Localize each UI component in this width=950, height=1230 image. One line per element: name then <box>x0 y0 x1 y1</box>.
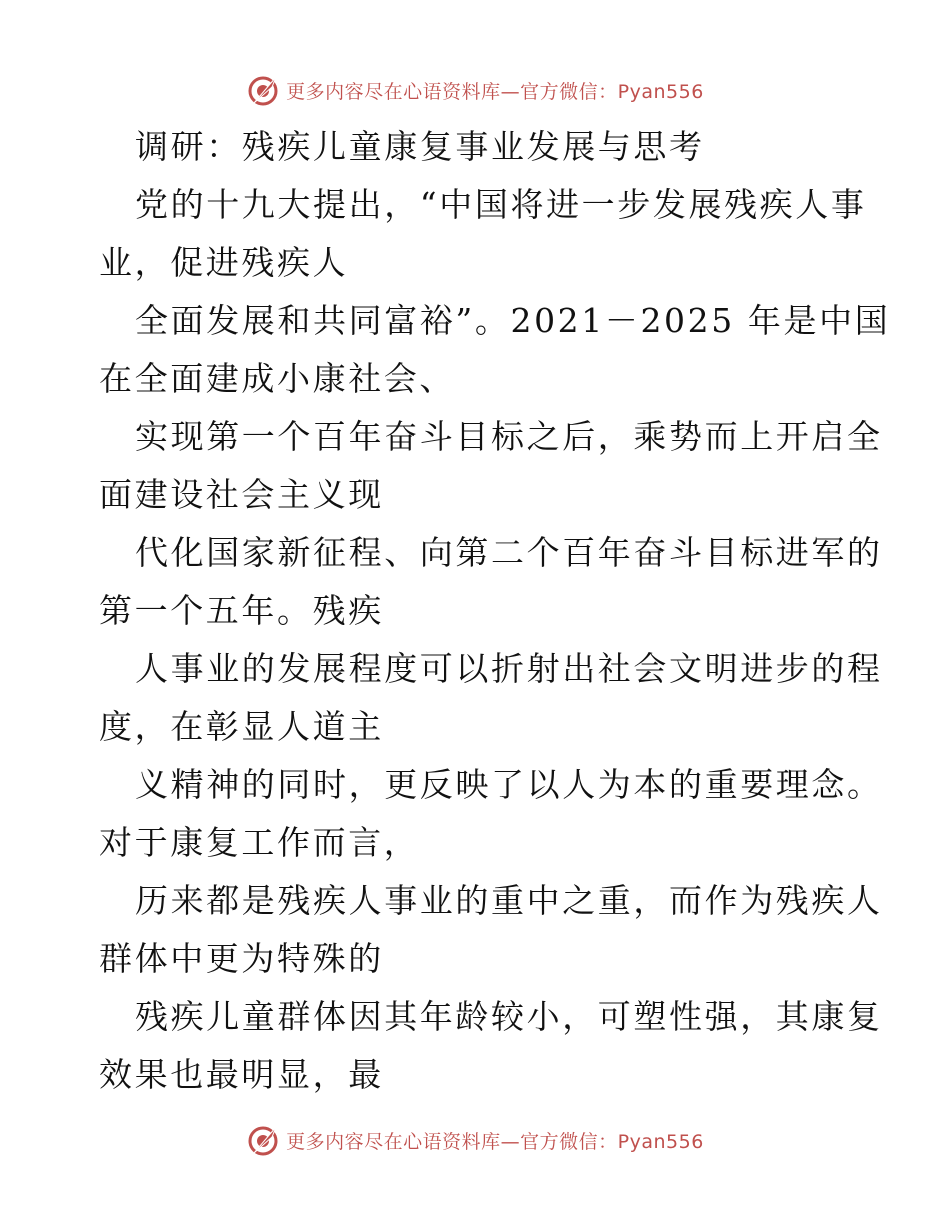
watermark-text: 更多内容尽在心语资料库—官方微信：Pyan556 <box>286 1130 704 1153</box>
paragraph-line: 人事业的发展程度可以折射出社会文明进步的程 <box>135 649 883 688</box>
document-title: 调研：残疾儿童康复事业发展与思考 <box>135 127 705 166</box>
paragraph-line: 第一个五年。残疾 <box>99 591 384 630</box>
paragraph-line: 历来都是残疾人事业的重中之重，而作为残疾人 <box>135 881 883 920</box>
paragraph-line: 代化国家新征程、向第二个百年奋斗目标进军的 <box>135 533 883 572</box>
paragraph-line: 业，促进残疾人 <box>99 243 349 282</box>
paragraph-line: 实现第一个百年奋斗目标之后，乘势而上开启全 <box>135 417 883 456</box>
footer-watermark <box>0 1120 950 1160</box>
paragraph-line: 面建设社会主义现 <box>99 475 384 514</box>
paragraph-line: 残疾儿童群体因其年龄较小，可塑性强，其康复 <box>135 997 883 1036</box>
paragraph-line: 度，在彰显人道主 <box>99 707 384 746</box>
paragraph-line: 对于康复工作而言， <box>99 823 420 862</box>
paragraph-line: 效果也最明显，最 <box>99 1055 384 1094</box>
paragraph-line: 党的十九大提出，“中国将进一步发展残疾人事 <box>135 185 867 224</box>
paragraph-line: 义精神的同时，更反映了以人为本的重要理念。 <box>135 765 883 804</box>
paragraph-line: 在全面建成小康社会、 <box>99 359 455 398</box>
watermark-text: 更多内容尽在心语资料库—官方微信：Pyan556 <box>286 80 704 103</box>
quill-logo-icon <box>246 73 280 107</box>
header-watermark <box>0 70 950 110</box>
paragraph-line: 全面发展和共同富裕”。2021－2025 年是中国 <box>135 301 891 340</box>
quill-logo-icon <box>246 1123 280 1157</box>
paragraph-line: 群体中更为特殊的 <box>99 939 384 978</box>
